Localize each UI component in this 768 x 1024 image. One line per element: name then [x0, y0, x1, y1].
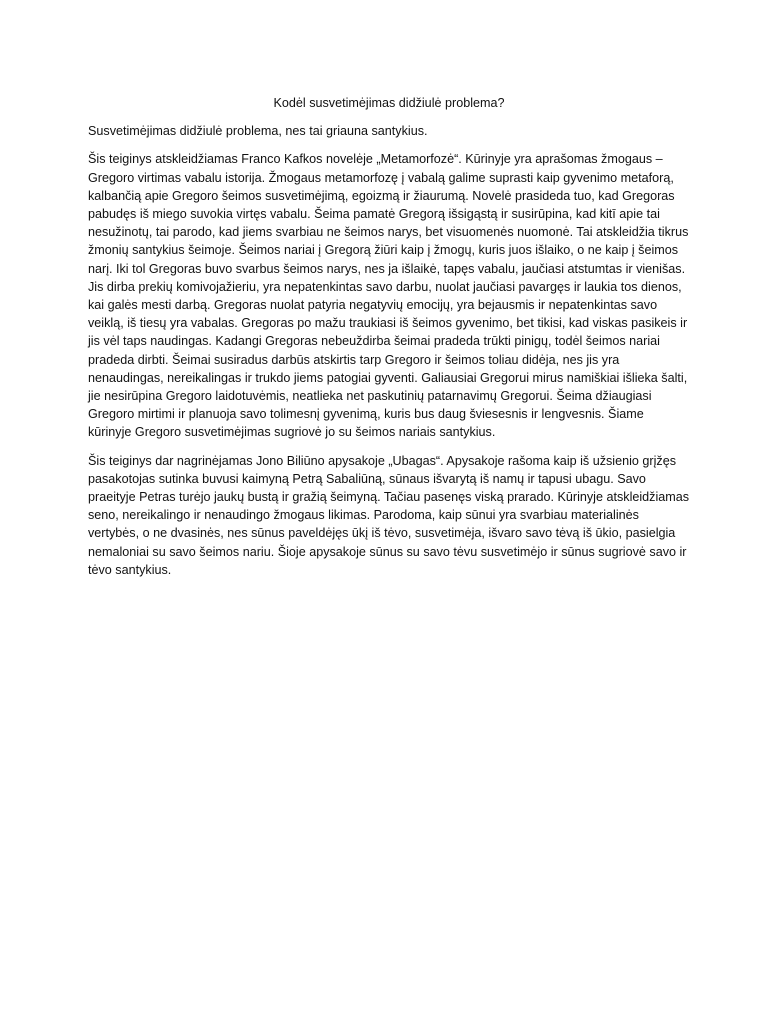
document-title: Kodėl susvetimėjimas didžiulė problema? [273, 96, 505, 110]
paragraph-biliunas: Šis teiginys dar nagrinėjamas Jono Biliūno apysakoje „Ubagas“. Apysakoje rašoma kaip iš užsienio grįžęs pasakotojas sutinka buvusi kaimyną Petrą Sabaliūną, sūnaus išvarytą iš namų ir tapusi ubagu. Savo praeityje Petras turėjo jaukų bustą ir gražią šeimyną. Tačiau pasenęs viską prarado. Kūrinyje atskleidžiamas seno, nereikalingo ir nenaudingo žmogaus likimas. Parodoma, kaip sūnui yra svarbiau materialinės vertybės, o ne dvasinės, nes sūnus paveldėjęs ūkį iš tėvo, susvetimėja, išvaro savo tėvą iš ūkio, pasielgia nemaloniai su savo šeimos nariu. Šioje apysakoje sūnus su savo tėvu susvetimėjo ir sūnus sugriovė savo ir tėvo santykius. [88, 453, 690, 577]
document-body [88, 94, 690, 589]
paragraph-kafka: Šis teiginys atskleidžiamas Franco Kafkos novelėje „Metamorfozė“. Kūrinyje yra aprašomas žmogaus – Gregoro virtimas vabalu istorija. Žmogaus metamorfozę į vabalą galime suprasti kaip gyvenimo metaforą, kalbančią apie Gregoro šeimos susvetimėjimą, egoizmą ir žiaurumą. Novelė prasideda tuo, kad Gregoras pabudęs iš miego suvokia virtęs vabalu. Šeima pamatė Gregorą išsigąstą ir susirūpina, kad kitī apie tai nesužinotų, tai parodo, kad jiems svarbiau ne šeimos narys, bet visuomenės nuomonė. Tai atskleidžia tikrus žmonių santykius šeimoje. Šeimos nariai į Gregorą žiūri kaip į žmogų, kuris juos išlaiko, o ne kaip į šeimos narį. Iki tol Gregoras buvo svarbus šeimos narys, nes ja išlaikė, tapęs vabalu, jaučiasi atstumtas ir vienišas. Jis dirba prekių komivojažieriu, yra nepatenkintas savo darbu, nuolat jaučiasi pavargęs ir laukia tos dienos, kai galės mesti darbą. Gregoras nuolat patyria negatyvių emocijų, yra bejausmis ir nepatenkintas savo veiklą, iš tiesų yra vabalas. Gregoras po mažu traukiasi iš šeimos gyvenimo, bet tikisi, kad viskas pasikeis ir jis vėl taps naudingas. Kadangi Gregoras nebeuždirba šeimai pradeda trūkti pinigų, todėl šeimos nariai pradeda dirbti. Šeimai susiradus darbūs atskirtis tarp Gregoro ir šeimos toliau didėja, nes jis yra nenaudingas, nereikalingas ir trukdo jiems patogiai gyventi. Galiausiai Gregorui mirus namiškiai išlieka šalti, jie nesirūpina Gregoro laidotuvėmis, neatlieka net paskutinių patarnavimų Gregorui. Šeima džiaugiasi Gregoro mirtimi ir planuoja savo tolimesnį gyvenimą, kuris bus daug šviesesnis ir lengvesnis. Šiame kūrinyje Gregoro susvetimėjimas sugriovė jo su šeimos nariais santykius. [88, 152, 689, 440]
paragraph-thesis: Susvetimėjimas didžiulė problema, nes tai griauna santykius. [88, 124, 428, 139]
